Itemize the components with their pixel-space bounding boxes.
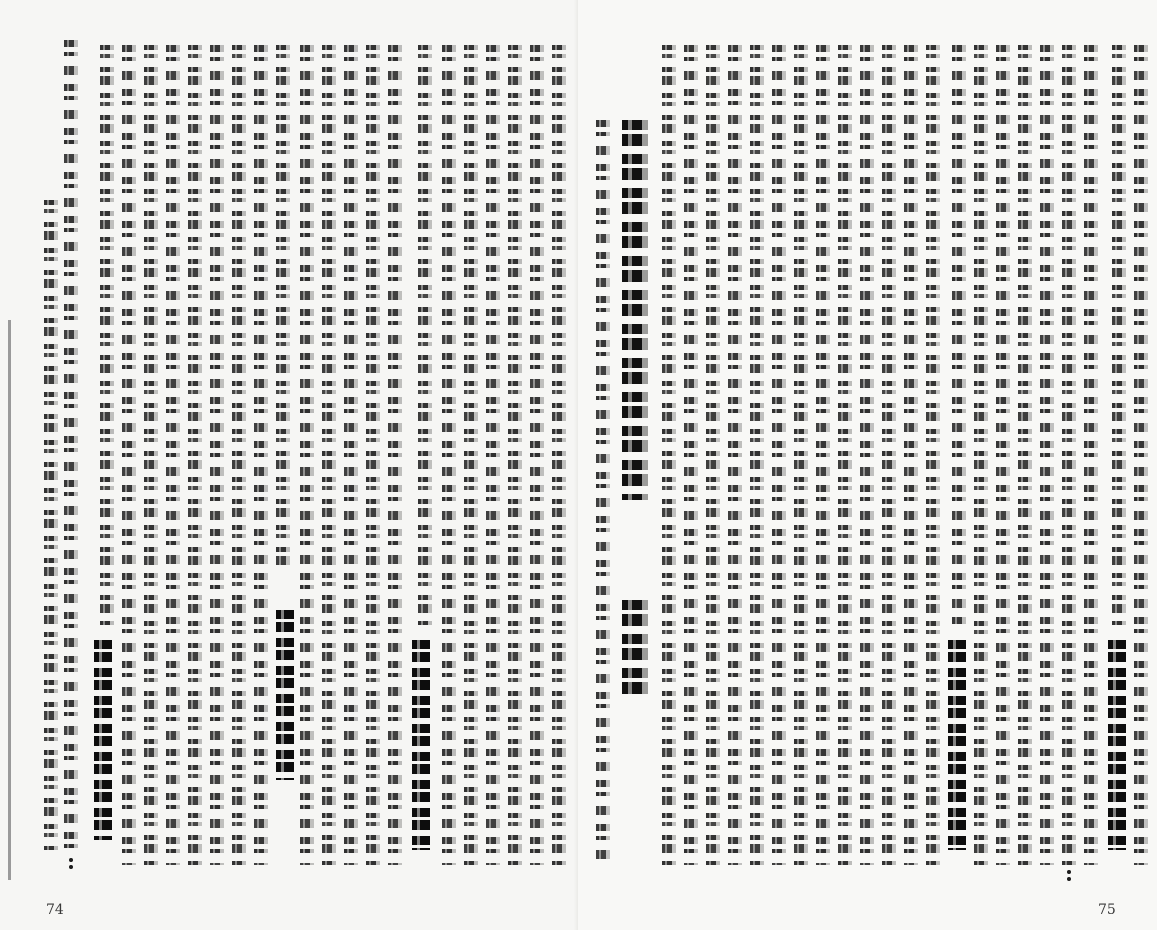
text-column <box>1040 45 1054 865</box>
section-heading <box>948 640 966 850</box>
text-column <box>1018 45 1032 865</box>
text-column <box>926 45 940 865</box>
chapter-title <box>622 120 648 500</box>
page-edge-shadow <box>8 320 11 880</box>
text-column <box>838 45 852 865</box>
text-column <box>276 45 290 565</box>
text-column <box>706 45 720 865</box>
left-page-number: 74 <box>46 902 64 918</box>
text-column <box>188 45 202 865</box>
section-heading <box>276 610 294 780</box>
text-column <box>728 45 742 865</box>
text-column <box>860 45 874 865</box>
section-heading <box>1108 640 1126 850</box>
text-column <box>882 45 896 865</box>
text-column <box>344 45 358 865</box>
text-column <box>64 40 78 850</box>
text-column <box>442 45 456 865</box>
text-column <box>750 45 764 865</box>
text-column <box>388 45 402 865</box>
text-column <box>44 200 58 850</box>
sentence-end-mark <box>1064 870 1074 882</box>
text-column <box>486 45 500 865</box>
chapter-title <box>622 600 648 700</box>
text-column <box>816 45 830 865</box>
text-column <box>418 45 432 625</box>
text-column <box>530 45 544 865</box>
text-column <box>1084 45 1098 865</box>
text-column <box>794 45 808 865</box>
text-column <box>232 45 246 865</box>
text-column <box>952 45 966 625</box>
sentence-end-mark <box>66 858 76 870</box>
text-column <box>596 120 610 860</box>
text-column <box>974 45 988 865</box>
text-column <box>366 45 380 865</box>
text-column <box>144 45 158 865</box>
text-column <box>300 45 314 865</box>
text-column <box>166 45 180 865</box>
left-page <box>0 0 578 930</box>
text-column <box>662 45 676 865</box>
text-column <box>464 45 478 865</box>
text-column <box>684 45 698 865</box>
text-column <box>210 45 224 865</box>
text-column <box>122 45 136 865</box>
text-column <box>996 45 1010 865</box>
text-column <box>772 45 786 865</box>
text-column <box>552 45 566 865</box>
text-column <box>100 45 114 625</box>
text-column <box>904 45 918 865</box>
text-column <box>1134 45 1148 865</box>
right-page-number: 75 <box>1098 902 1116 918</box>
text-column <box>1112 45 1126 625</box>
text-column <box>508 45 522 865</box>
section-heading <box>412 640 430 850</box>
section-heading <box>94 640 112 840</box>
text-column <box>1062 45 1076 865</box>
text-column <box>322 45 336 865</box>
text-column <box>254 45 268 865</box>
